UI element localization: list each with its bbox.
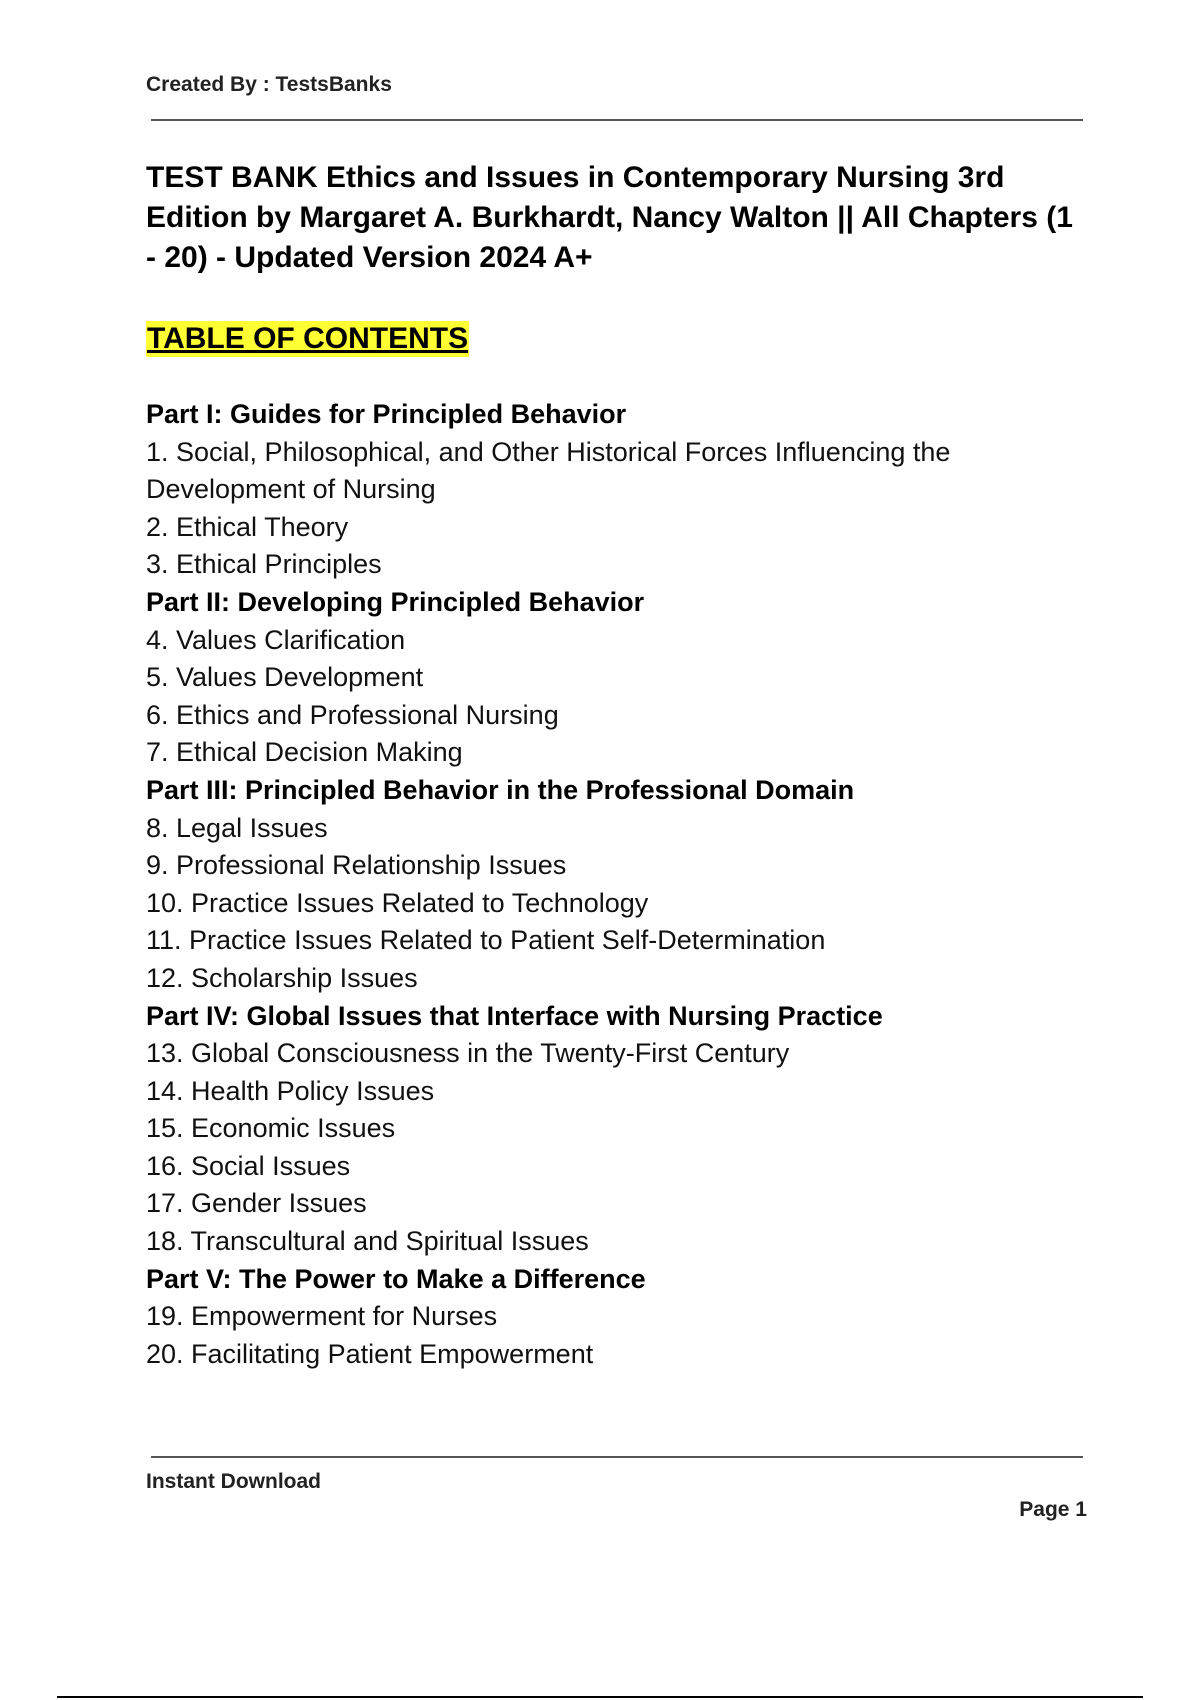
toc-chapter: 18. Transcultural and Spiritual Issues <box>146 1226 589 1257</box>
toc-chapter: 1. Social, Philosophical, and Other Historical Forces Influencing the Development of Nursing <box>146 436 951 505</box>
toc-chapter: 7. Ethical Decision Making <box>146 737 463 768</box>
toc-chapter: 15. Economic Issues <box>146 1113 396 1144</box>
toc-part: Part II: Developing Principled Behavior <box>146 586 645 617</box>
page-bottom-edge <box>57 1696 1143 1698</box>
toc-chapter: 2. Ethical Theory <box>146 511 349 542</box>
toc-chapter: 16. Social Issues <box>146 1150 351 1181</box>
toc-chapter: 17. Gender Issues <box>146 1188 367 1219</box>
toc-chapter: 19. Empowerment for Nurses <box>146 1301 498 1332</box>
table-of-contents <box>146 396 1106 1373</box>
toc-part: Part I: Guides for Principled Behavior <box>146 399 627 429</box>
document-title: TEST BANK Ethics and Issues in Contemporary Nursing 3rd Edition by Margaret A. Burkhardt, Nancy Walton || All Chapters (1 - 20) - Updated Version 2024 A+ <box>146 161 1073 274</box>
footer-instant-download: Instant Download <box>146 1470 321 1493</box>
toc-chapter: 13. Global Consciousness in the Twenty-First Century <box>146 1038 790 1069</box>
header-divider <box>151 119 1083 121</box>
toc-part: Part V: The Power to Make a Difference <box>146 1263 646 1294</box>
toc-part: Part III: Principled Behavior in the Professional Domain <box>146 774 855 805</box>
toc-chapter: 8. Legal Issues <box>146 812 328 843</box>
toc-chapter: 14. Health Policy Issues <box>146 1075 435 1106</box>
toc-chapter: 5. Values Development <box>146 662 424 693</box>
header-created-by: Created By : TestsBanks <box>146 73 392 96</box>
toc-chapter: 3. Ethical Principles <box>146 549 382 580</box>
toc-chapter: 9. Professional Relationship Issues <box>146 850 567 881</box>
footer-divider <box>151 1456 1083 1458</box>
toc-chapter: 10. Practice Issues Related to Technology <box>146 887 649 918</box>
toc-chapter: 6. Ethics and Professional Nursing <box>146 699 559 730</box>
toc-chapter: 4. Values Clarification <box>146 624 406 655</box>
toc-chapter: 12. Scholarship Issues <box>146 962 418 993</box>
page-number: Page 1 <box>1019 1498 1087 1521</box>
toc-chapter: 20. Facilitating Patient Empowerment <box>146 1338 594 1369</box>
toc-chapter: 11. Practice Issues Related to Patient Self-Determination <box>146 925 826 956</box>
toc-heading: TABLE OF CONTENTS <box>147 322 469 355</box>
toc-part: Part IV: Global Issues that Interface with Nursing Practice <box>146 1000 883 1031</box>
